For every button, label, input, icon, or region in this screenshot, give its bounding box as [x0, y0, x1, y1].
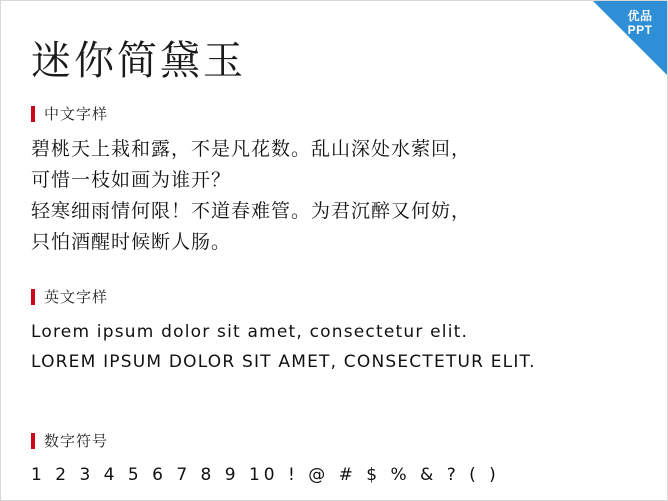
page-title: 迷你简黛玉: [31, 38, 246, 84]
sample-line: 碧桃天上栽和露，不是凡花数。乱山深处水萦回，: [31, 138, 472, 160]
section-chinese-head: [31, 106, 637, 122]
section-english-head: [31, 289, 637, 305]
section-chinese-title: 中文字样: [44, 105, 109, 123]
section-accent-bar: [31, 106, 35, 122]
section-english-title: 英文字样: [44, 288, 109, 306]
sample-line: Lorem ipsum dolor sit amet, consectetur elit.: [31, 322, 469, 342]
sample-line: LOREM IPSUM DOLOR SIT AMET, CONSECTETUR ELIT.: [31, 352, 536, 372]
sample-line: 只怕酒醒时候断人肠。: [31, 231, 232, 253]
section-numbers-head: [31, 433, 637, 449]
ribbon-label-line1: 优品: [627, 9, 653, 23]
section-english: [31, 289, 637, 377]
sample-line: 轻寒细雨情何限！不道春难管。为君沉醉又何妨，: [31, 200, 472, 222]
section-numbers: [31, 433, 637, 489]
section-accent-bar: [31, 433, 35, 449]
ribbon-label: [619, 9, 661, 37]
section-accent-bar: [31, 289, 35, 305]
ribbon-label-line2: PPT: [627, 23, 653, 37]
sample-line: 1 2 3 4 5 6 7 8 9 10 ! @ # $ % & ? ( ): [31, 465, 500, 485]
brand-ribbon: [593, 1, 667, 75]
section-chinese: [31, 106, 637, 258]
sample-line: 可惜一枝如画为谁开？: [31, 169, 232, 191]
section-numbers-title: 数字符号: [44, 432, 109, 450]
